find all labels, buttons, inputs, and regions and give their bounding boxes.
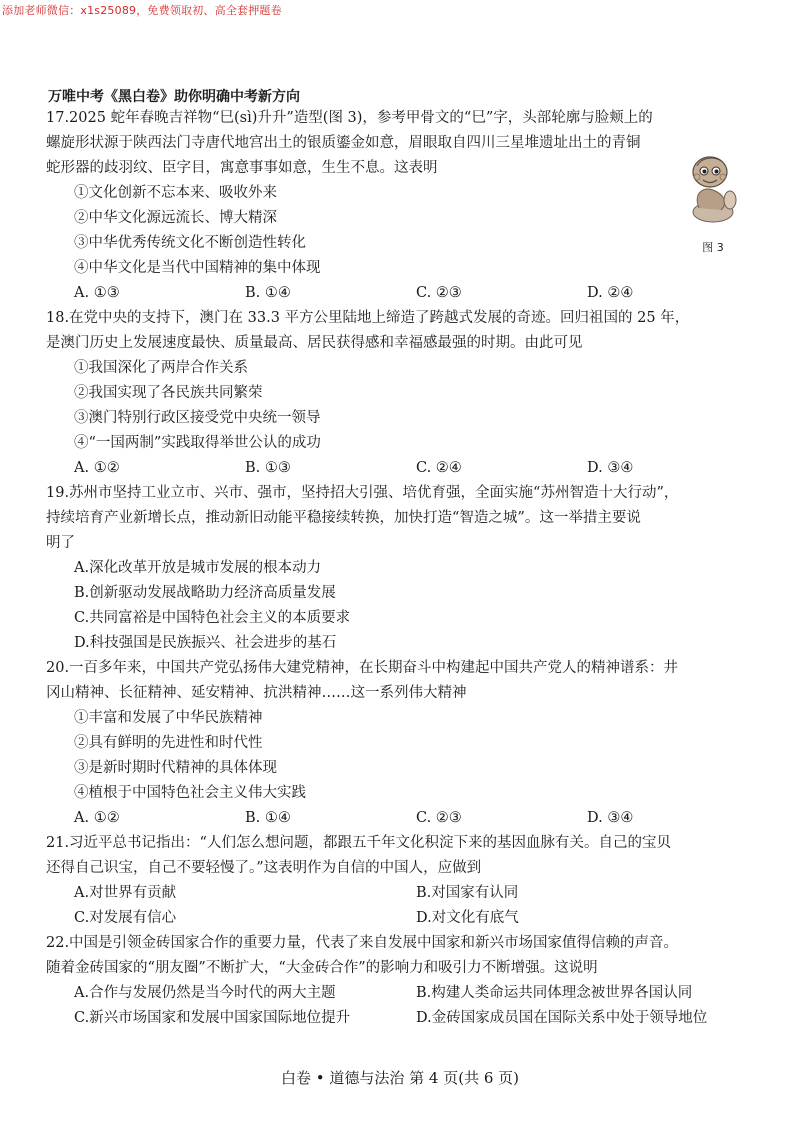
statement: ①我国深化了两岸合作关系 — [74, 360, 248, 376]
stem-line: 17.2025 蛇年春晚吉祥物“巳(sì)升升”造型(图 3)，参考甲骨文的“巳”字，头部轮廓与脸颊上的 — [46, 110, 653, 126]
option-a: A.深化改革开放是城市发展的根本动力 — [74, 560, 322, 576]
statement: ①丰富和发展了中华民族精神 — [74, 710, 263, 726]
stem-line: 冈山精神、长征精神、延安精神、抗洪精神……这一系列伟大精神 — [46, 685, 467, 701]
option-a: A. ①② — [74, 810, 120, 826]
option-b: B.创新驱动发展战略助力经济高质量发展 — [74, 585, 336, 601]
question-17 — [46, 106, 758, 306]
option-c: C. ②③ — [416, 285, 462, 301]
question-21 — [46, 831, 758, 931]
option-c: C.共同富裕是中国特色社会主义的本质要求 — [74, 610, 351, 626]
stem-line: 19.苏州市坚持工业立市、兴市、强市，坚持招大引强、培优育强，全面实施“苏州智造十大行动”， — [46, 485, 679, 501]
option-d: D. ③④ — [587, 810, 634, 826]
figure-caption: 图 3 — [702, 241, 724, 254]
option-b: B. ①③ — [245, 460, 291, 476]
question-22-stem — [46, 931, 758, 981]
stem-line: 是澳门历史上发展速度最快、质量最高、居民获得感和幸福感最强的时期。由此可见 — [46, 335, 583, 351]
question-22 — [46, 931, 758, 1031]
statement: ②中华文化源远流长、博大精深 — [74, 210, 277, 226]
stem-line: 持续培育产业新增长点，推动新旧动能平稳接续转换，加快打造“智造之城”。这一举措主要说 — [46, 510, 641, 526]
figure-3 — [674, 150, 752, 260]
option-a: A.合作与发展仍然是当今时代的两大主题 — [74, 985, 336, 1001]
answer-options — [46, 806, 758, 831]
question-20 — [46, 656, 758, 831]
stem-line: 20.一百多年来，中国共产党弘扬伟大建党精神，在长期奋斗中构建起中国共产党人的精神谱系：井 — [46, 660, 679, 676]
option-c: C.对发展有信心 — [74, 910, 177, 926]
page-header: 万唯中考《黑白卷》助你明确中考新方向 — [48, 89, 300, 105]
option-c: C. ②④ — [416, 460, 462, 476]
answer-options — [46, 981, 758, 1006]
answer-options — [46, 881, 758, 906]
option-a: A. ①② — [74, 460, 120, 476]
option-a: A.对世界有贡献 — [74, 885, 177, 901]
statement: ②具有鲜明的先进性和时代性 — [74, 735, 263, 751]
question-18-stem — [46, 306, 758, 356]
option-b: B. ①④ — [245, 810, 291, 826]
option-c: C.新兴市场国家和发展中国家国际地位提升 — [74, 1010, 351, 1026]
question-19 — [46, 481, 758, 656]
option-a: A. ①③ — [74, 285, 120, 301]
statement: ③中华优秀传统文化不断创造性转化 — [74, 235, 306, 251]
stem-line: 明了 — [46, 535, 75, 551]
option-d: D.对文化有底气 — [416, 910, 519, 926]
question-19-stem — [46, 481, 758, 556]
question-21-stem — [46, 831, 758, 881]
answer-options — [46, 556, 758, 656]
statement: ①文化创新不忘本来、吸收外来 — [74, 185, 277, 201]
question-18 — [46, 306, 758, 481]
stem-line: 螺旋形状源于陕西法门寺唐代地宫出土的银质鎏金如意，眉眼取自四川三星堆遗址出土的青铜 — [46, 135, 641, 151]
option-b: B. ①④ — [245, 285, 291, 301]
option-c: C. ②③ — [416, 810, 462, 826]
option-b: B.构建人类命运共同体理念被世界各国认同 — [416, 985, 693, 1001]
stem-line: 蛇形器的歧羽纹、臣字目，寓意事事如意，生生不息。这表明 — [46, 160, 438, 176]
answer-options — [46, 906, 758, 931]
snake-mascot-icon — [683, 150, 743, 224]
statement: ④植根于中国特色社会主义伟大实践 — [74, 785, 306, 801]
statement: ④中华文化是当代中国精神的集中体现 — [74, 260, 321, 276]
answer-options — [46, 1006, 758, 1031]
option-d: D.科技强国是民族振兴、社会进步的基石 — [74, 635, 337, 651]
stem-line: 21.习近平总书记指出：“人们怎么想问题，都跟五千年文化积淀下来的基因血脉有关。自己的宝贝 — [46, 835, 671, 851]
question-17-stem — [46, 106, 758, 181]
page-footer: 白卷 • 道德与法治 第 4 页(共 6 页) — [280, 1069, 520, 1087]
option-d: D.金砖国家成员国在国际关系中处于领导地位 — [416, 1010, 708, 1026]
answer-options — [46, 456, 758, 481]
stem-line: 22.中国是引领金砖国家合作的重要力量，代表了来自发展中国家和新兴市场国家值得信赖的声音。 — [46, 935, 679, 951]
answer-options — [46, 281, 758, 306]
stem-line: 18.在党中央的支持下，澳门在 33.3 平方公里陆地上缔造了跨越式发展的奇迹。回归祖国的 25 年， — [46, 310, 690, 326]
statement: ③是新时期时代精神的具体体现 — [74, 760, 277, 776]
statement: ②我国实现了各民族共同繁荣 — [74, 385, 263, 401]
question-20-stem — [46, 656, 758, 706]
statement: ③澳门特别行政区接受党中央统一领导 — [74, 410, 321, 426]
question-list — [46, 106, 758, 1031]
option-d: D. ②④ — [587, 285, 634, 301]
watermark-text: 添加老师微信：x1s25089，免费领取初、高全套押题卷 — [2, 4, 282, 17]
stem-line: 随着金砖国家的“朋友圈”不断扩大，“大金砖合作”的影响力和吸引力不断增强。这说明 — [46, 960, 598, 976]
stem-line: 还得自己识宝，自己不要轻慢了。”这表明作为自信的中国人，应做到 — [46, 860, 482, 876]
option-d: D. ③④ — [587, 460, 634, 476]
statement: ④“一国两制”实践取得举世公认的成功 — [74, 435, 321, 451]
option-b: B.对国家有认同 — [416, 885, 519, 901]
